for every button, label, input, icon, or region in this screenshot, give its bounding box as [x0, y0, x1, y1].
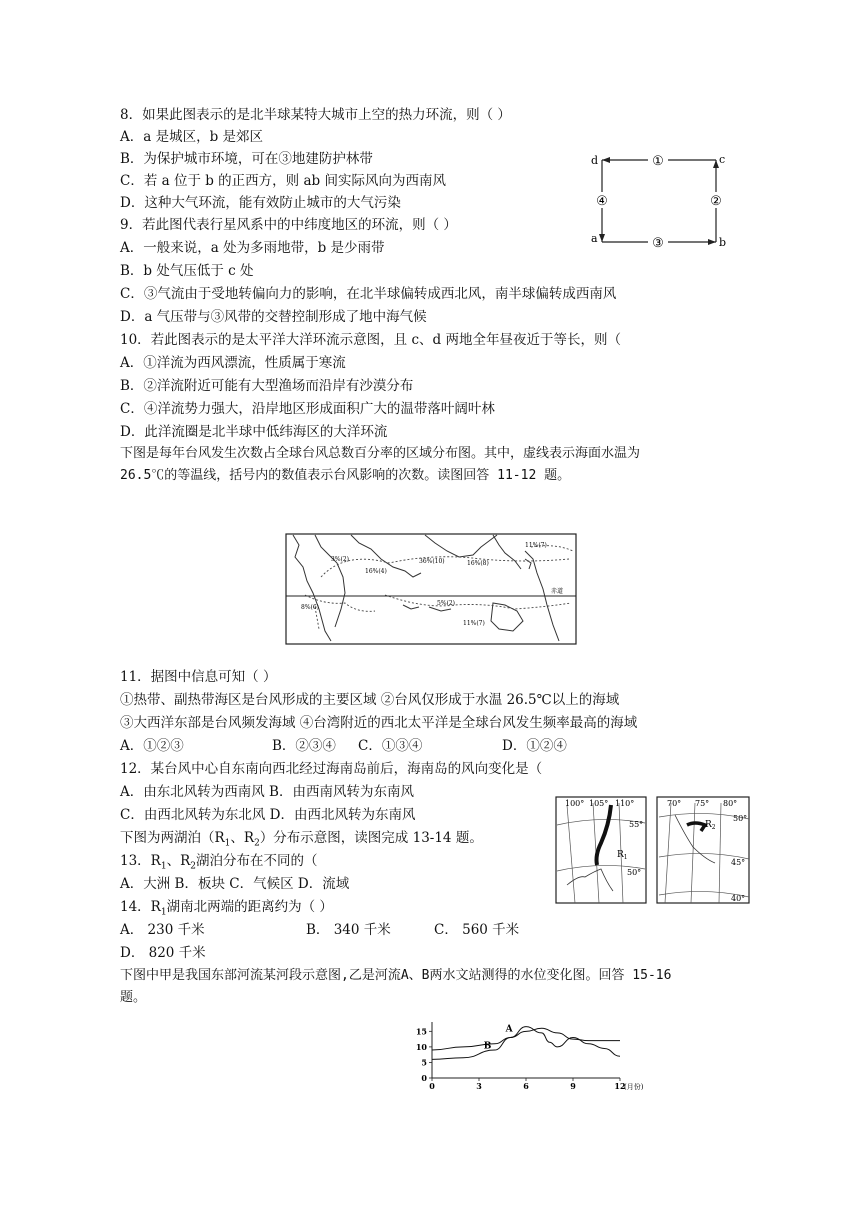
lake-right-lat-50: 50°: [733, 814, 748, 823]
q11-option-d: D．①②④: [502, 738, 567, 754]
q11-statement-3-4: ③大西洋东部是台风频发海域 ④台湾附近的西北太平洋是全球台风发生频率最高的海域: [120, 715, 638, 731]
intro-13-14-pre: 下图为两湖泊（R: [120, 830, 225, 846]
q8-option-d: D．这种大气环流，能有效防止城市的大气污染: [120, 195, 401, 211]
q11-option-a: A．①②③: [120, 738, 184, 754]
circulation-diagram: [588, 150, 728, 250]
map-label-5pct: 5%(2): [437, 600, 456, 607]
lake-right-lat-40: 40°: [731, 894, 746, 903]
q8-option-c: C．若 a 位于 b 的正西方，则 ab 间实际风向为西南风: [120, 173, 446, 189]
q9-option-c: C．③气流由于受地转偏向力的影响，在北半球偏转成西北风，南半球偏转成西南风: [120, 286, 617, 302]
q14-option-c: C． 560 千米: [434, 922, 520, 938]
q14-option-a: A． 230 千米: [120, 922, 205, 938]
map-label-36pct: 36%(10): [419, 558, 445, 565]
map-label-16pct-4: 16%(4): [365, 568, 387, 575]
y-tick-label: 5: [421, 1057, 427, 1068]
lake-left-lat-55: 55°: [629, 820, 644, 829]
q11-option-b: B．②③④: [272, 738, 336, 754]
x-tick-label: 12: [614, 1081, 626, 1090]
intro-13-14-post: ）分布示意图，读图完成 13-14 题。: [259, 830, 483, 846]
q14-post: 湖南北两端的距离约为（ ）: [166, 899, 333, 915]
q14-option-b: B． 340 千米: [306, 922, 391, 938]
q14-pre: 14．R: [120, 899, 161, 915]
q9-option-b: B．b 处气压低于 c 处: [120, 263, 254, 279]
q10-option-c: C．④洋流势力强大，沿岸地区形成面积广大的温带落叶阔叶林: [120, 401, 495, 417]
q11-stem: 11．据图中信息可知（ ）: [120, 669, 277, 685]
q8-stem: 8．如果此图表示的是北半球某特大城市上空的热力环流，则（ ）: [120, 107, 511, 123]
circ-corner-a: a: [591, 232, 598, 245]
map-label-8pct: 8%(6): [301, 604, 320, 611]
q13-post: 湖泊分布在不同的（: [195, 853, 318, 869]
circ-label-2: ②: [710, 194, 722, 209]
sub-2: 2: [254, 838, 260, 849]
typhoon-distribution-map: [285, 533, 577, 645]
series-line-B: [432, 1028, 620, 1050]
circ-corner-d: d: [591, 154, 599, 167]
intro-11-12-line1: 下图是每年台风发生次数占全球台风总数百分率的区域分布图。其中，虚线表示海面水温为: [120, 446, 641, 461]
lake-left-lon-105: 105°: [589, 799, 609, 808]
q10-option-d: D．此洋流圈是北半球中低纬海区的大洋环流: [120, 424, 388, 440]
lakes-map: [555, 795, 751, 905]
series-label-A: A: [505, 1024, 513, 1035]
q9-stem: 9．若此图代表行星风系中的中纬度地区的环流，则（ ）: [120, 217, 457, 233]
q10-stem: 10．若此图表示的是太平洋大洋环流示意图，且 c、d 两地全年昼夜近于等长，则（: [120, 332, 621, 348]
q9-option-a: A．一般来说，a 处为多雨地带，b 是少雨带: [120, 240, 385, 256]
q11-statement-1-2: ①热带、副热带海区是台风形成的主要区域 ②台风仅形成于水温 26.5℃以上的海域: [120, 692, 620, 708]
x-tick-label: 9: [570, 1081, 576, 1090]
lake-right-lon-70: 70°: [667, 799, 682, 808]
map-label-equator: 赤道: [551, 588, 564, 595]
q12-options-cd: C．由西北风转为东北风 D．由西北风转为东南风: [120, 807, 416, 823]
intro-13-14-mid: 、R: [230, 830, 255, 846]
x-tick-label: 0: [429, 1081, 435, 1090]
y-tick-label: 0: [421, 1073, 427, 1083]
q10-option-b: B．②洋流附近可能有大型渔场而沿岸有沙漠分布: [120, 378, 414, 394]
lake-r1-label: $R_1$: [617, 850, 628, 861]
lake-left-lon-110: 110°: [615, 799, 635, 808]
q9-option-d: D．a 气压带与③风带的交替控制形成了地中海气候: [120, 309, 427, 325]
y-tick-label: 10: [415, 1041, 427, 1052]
intro-15-16-line1: 下图中甲是我国东部河流某河段示意图,乙是河流A、B两水文站测得的水位变化图。回答 15-16: [120, 968, 672, 983]
x-tick-label: 6: [523, 1081, 529, 1090]
q13-pre: 13．R: [120, 853, 161, 869]
map-label-11pct-south: 11%(7): [463, 620, 485, 627]
sub-1: 1: [224, 838, 231, 849]
q13-options: A．大洲 B．板块 C．气候区 D．流域: [120, 876, 350, 892]
lake-left-lon-100: 100°: [565, 799, 585, 808]
map-label-16pct-8: 16%(8): [467, 560, 489, 567]
q13-mid: 、R: [166, 853, 191, 869]
lake-right-lon-75: 75°: [695, 799, 710, 808]
q14-option-d: D． 820 千米: [120, 945, 206, 961]
map-label-11pct-north: 11%(7): [525, 542, 547, 549]
x-tick-label: 3: [476, 1081, 482, 1090]
lake-right-lat-45: 45°: [731, 858, 746, 867]
q11-option-c: C．①③④: [358, 738, 423, 754]
circ-label-1: ①: [652, 154, 664, 169]
intro-11-12-line2: 26.5℃的等温线，括号内的数值表示台风影响的次数。读图回答 11-12 题。: [120, 468, 571, 483]
q13-sub-2: 2: [190, 861, 196, 872]
q14-stem: [120, 897, 333, 923]
lake-right-lon-80: 80°: [723, 799, 738, 808]
circ-corner-b: b: [719, 236, 727, 249]
q11-options: [120, 736, 567, 756]
water-level-chart: [410, 1020, 680, 1090]
q14-sub-1: 1: [160, 907, 167, 918]
q12-stem: 12．某台风中心自东南向西北经过海南岛前后，海南岛的风向变化是（: [120, 761, 543, 777]
map-label-3pct: 3%(2): [331, 556, 350, 563]
y-tick-label: 15: [415, 1026, 427, 1037]
q14-options: [120, 920, 519, 940]
q12-options-ab: A．由东北风转为西南风 B．由西南风转为东南风: [120, 784, 414, 800]
q13-stem: [120, 851, 317, 877]
q13-sub-1: 1: [160, 861, 167, 872]
chart-axes: [432, 1022, 620, 1078]
circ-corner-c: c: [719, 153, 726, 166]
q8-option-a: A．a 是城区，b 是郊区: [120, 129, 264, 145]
series-label-B: B: [483, 1041, 492, 1052]
chart-series: [432, 1024, 620, 1059]
lake-left-lat-50: 50°: [627, 868, 642, 877]
circ-label-4: ④: [596, 194, 608, 209]
x-axis-label: (月份): [624, 1083, 644, 1090]
q8-option-b: B．为保护城市环境，可在③地建防护林带: [120, 151, 373, 167]
lake-r2-label: $R_2$: [705, 820, 716, 831]
intro-13-14: [120, 828, 483, 854]
q10-option-a: A．①洋流为西风漂流，性质属于寒流: [120, 355, 346, 371]
intro-15-16-line2: 题。: [120, 990, 147, 1005]
circ-label-3: ③: [652, 236, 664, 250]
